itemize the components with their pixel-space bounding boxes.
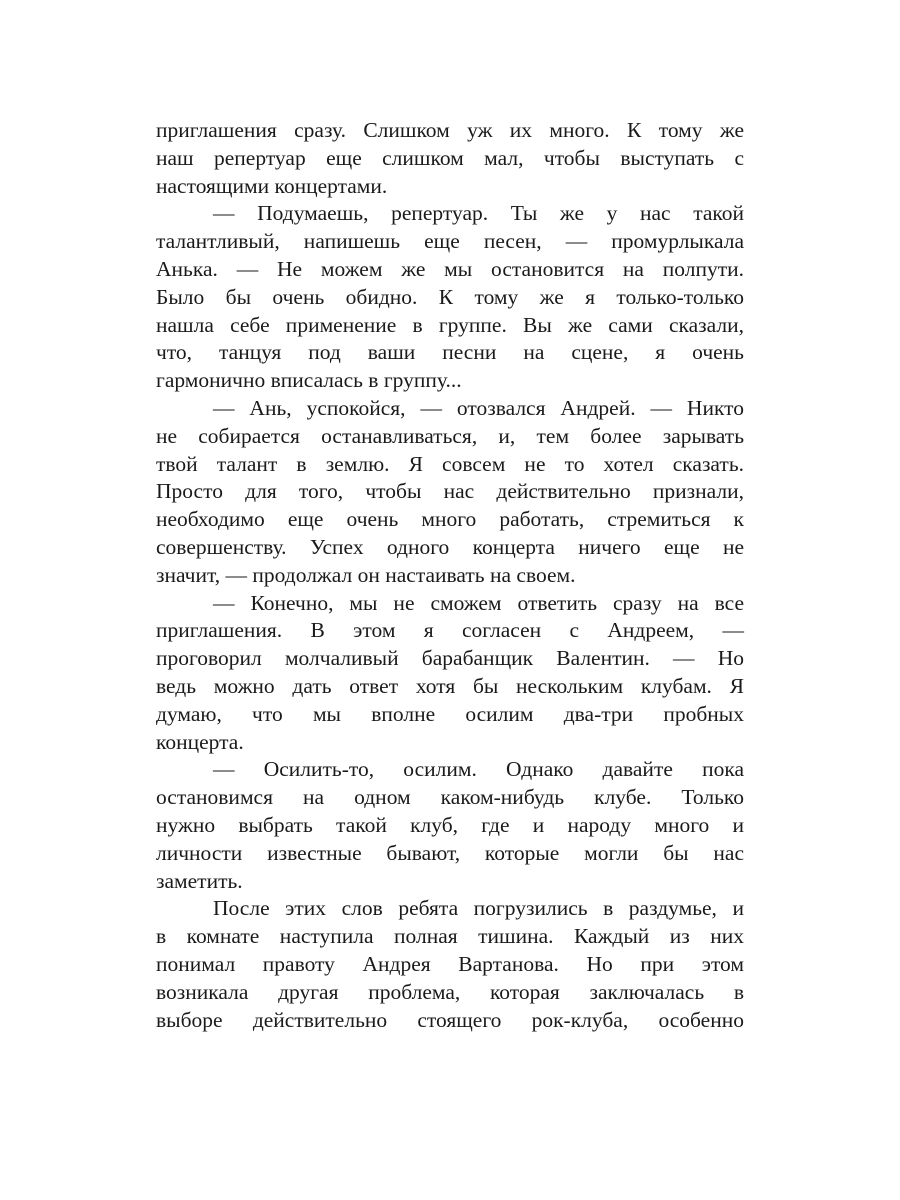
text-line: — Конечно, мы не сможем ответить сразу на все: [213, 590, 744, 615]
text-line: Просто для того, чтобы нас действительно признали,: [156, 479, 744, 504]
paragraph: [156, 590, 744, 757]
text-line: не собирается останавливаться, и, тем более зарывать: [156, 423, 744, 448]
text-line: выборе действительно стоящего рок-клуба, особенно: [156, 1007, 744, 1032]
text-line: твой талант в землю. Я совсем не то хотел сказать.: [156, 451, 744, 476]
paragraph: [156, 395, 744, 590]
text-line: настоящими концертами.: [156, 173, 388, 198]
text-line: думаю, что мы вполне осилим два-три пробных: [156, 701, 744, 726]
text-line: приглашения. В этом я согласен с Андреем, —: [156, 618, 744, 643]
text-line: необходимо еще очень много работать, стремиться к: [156, 507, 744, 532]
text-line: — Ань, успокойся, — отозвался Андрей. — Никто: [213, 395, 744, 420]
text-line: наш репертуар еще слишком мал, чтобы выступать с: [156, 145, 744, 170]
paragraph: [156, 200, 744, 395]
text-line: проговорил молчаливый барабанщик Валентин. — Но: [156, 646, 744, 671]
paragraph: [156, 895, 744, 1034]
text-line: понимал правоту Андрея Вартанова. Но при этом: [156, 951, 744, 976]
text-line: ведь можно дать ответ хотя бы нескольким клубам. Я: [156, 673, 744, 698]
page-body-text: [156, 117, 744, 1034]
text-line: заметить.: [156, 868, 243, 893]
paragraph: [156, 756, 744, 895]
text-line: личности известные бывают, которые могли бы нас: [156, 840, 744, 865]
text-line: остановимся на одном каком-нибудь клубе. Только: [156, 785, 744, 810]
paragraph: [156, 117, 744, 200]
text-line: Было бы очень обидно. К тому же я только-только: [156, 284, 744, 309]
text-line: гармонично вписалась в группу...: [156, 368, 462, 393]
text-line: — Подумаешь, репертуар. Ты же у нас такой: [213, 201, 744, 226]
text-line: возникала другая проблема, которая заключалась в: [156, 979, 744, 1004]
text-line: — Осилить-то, осилим. Однако давайте пока: [213, 757, 744, 782]
text-line: приглашения сразу. Слишком уж их много. К тому же: [156, 118, 744, 142]
text-line: что, танцуя под ваши песни на сцене, я очень: [156, 340, 744, 365]
text-line: в комнате наступила полная тишина. Каждый из них: [156, 924, 744, 949]
text-line: талантливый, напишешь еще песен, — промурлыкала: [156, 229, 744, 254]
text-line: нужно выбрать такой клуб, где и народу много и: [156, 812, 744, 837]
text-line: нашла себе применение в группе. Вы же сами сказали,: [156, 312, 744, 337]
text-line: Анька. — Не можем же мы остановится на полпути.: [156, 256, 744, 281]
text-line: После этих слов ребята погрузились в раздумье, и: [213, 896, 744, 921]
text-line: значит, — продолжал он настаивать на своем.: [156, 562, 576, 587]
text-line: совершенству. Успех одного концерта ничего еще не: [156, 534, 744, 559]
text-line: концерта.: [156, 729, 244, 754]
